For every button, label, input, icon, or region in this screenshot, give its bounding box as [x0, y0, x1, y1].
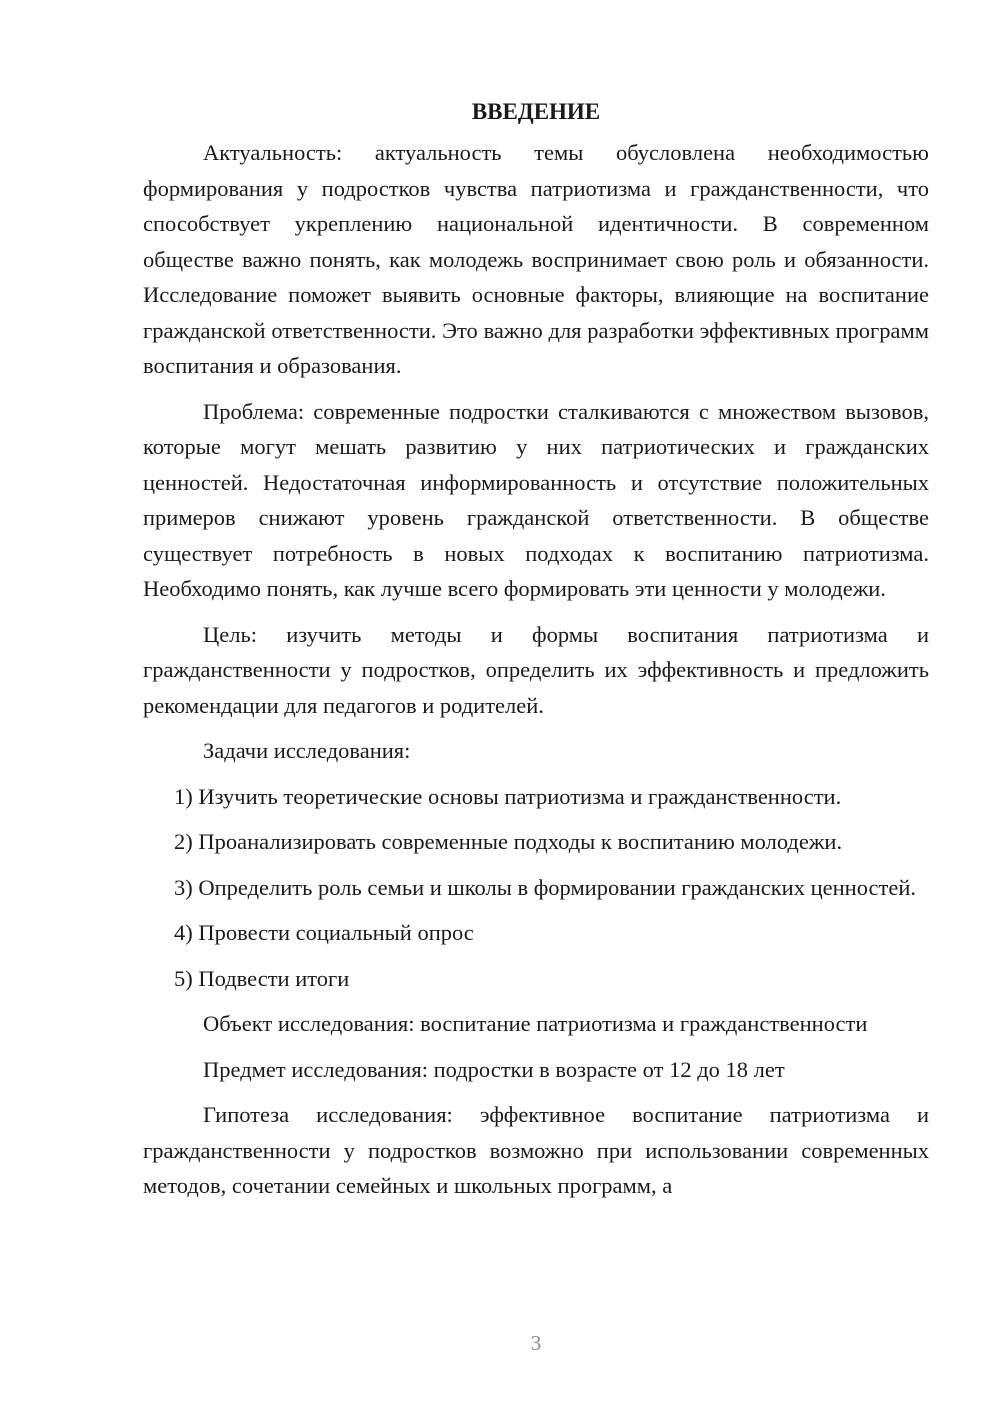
task-item-3: 3) Определить роль семьи и школы в формировании гражданских ценностей. [174, 874, 916, 900]
page-title: ВВЕДЕНИЕ [471, 99, 601, 124]
subject-paragraph: Предмет исследования: подростки в возрасте от 12 до 18 лет [203, 1056, 785, 1082]
task-item-4: 4) Провести социальный опрос [174, 920, 474, 945]
task-item-1: 1) Изучить теоретические основы патриотизма и гражданственности. [174, 783, 842, 809]
hypothesis-paragraph: Гипотеза исследования: эффективное воспитание патриотизма и гражданственности у подростков возможно при использовании современных методов, сочетании семейных и школьных программ, а [143, 1102, 929, 1198]
problem-paragraph: Проблема: современные подростки сталкиваются с множеством вызовов, которые могут мешать развитию у них патриотических и гражданских ценностей. Недостаточная информированность и отсутствие положительных примеров снижают уровень гражданской ответственности. В обществе существует потребность в новых подходах к воспитанию патриотизма. Необходимо понять, как лучше всего формировать эти ценности у молодежи. [143, 398, 929, 601]
relevance-paragraph: Актуальность: актуальность темы обусловлена необходимостью формирования у подростков чувства патриотизма и гражданственности, что способствует укреплению национальной идентичности. В современном обществе важно понять, как молодежь воспринимает свою роль и обязанности. Исследование поможет выявить основные факторы, влияющие на воспитание гражданской ответственности. Это важно для разработки эффективных программ воспитания и образования. [143, 140, 929, 378]
task-item-2: 2) Проанализировать современные подходы к воспитанию молодежи. [174, 829, 843, 854]
goal-paragraph: Цель: изучить методы и формы воспитания патриотизма и гражданственности у подростков, определить их эффективность и предложить рекомендации для педагогов и родителей. [143, 621, 929, 718]
tasks-heading: Задачи исследования: [203, 738, 411, 763]
page-number: 3 [530, 1331, 542, 1355]
document-body [143, 94, 929, 1214]
object-paragraph: Объект исследования: воспитание патриотизма и гражданственности [203, 1011, 868, 1036]
task-item-5: 5) Подвести итоги [174, 965, 350, 991]
